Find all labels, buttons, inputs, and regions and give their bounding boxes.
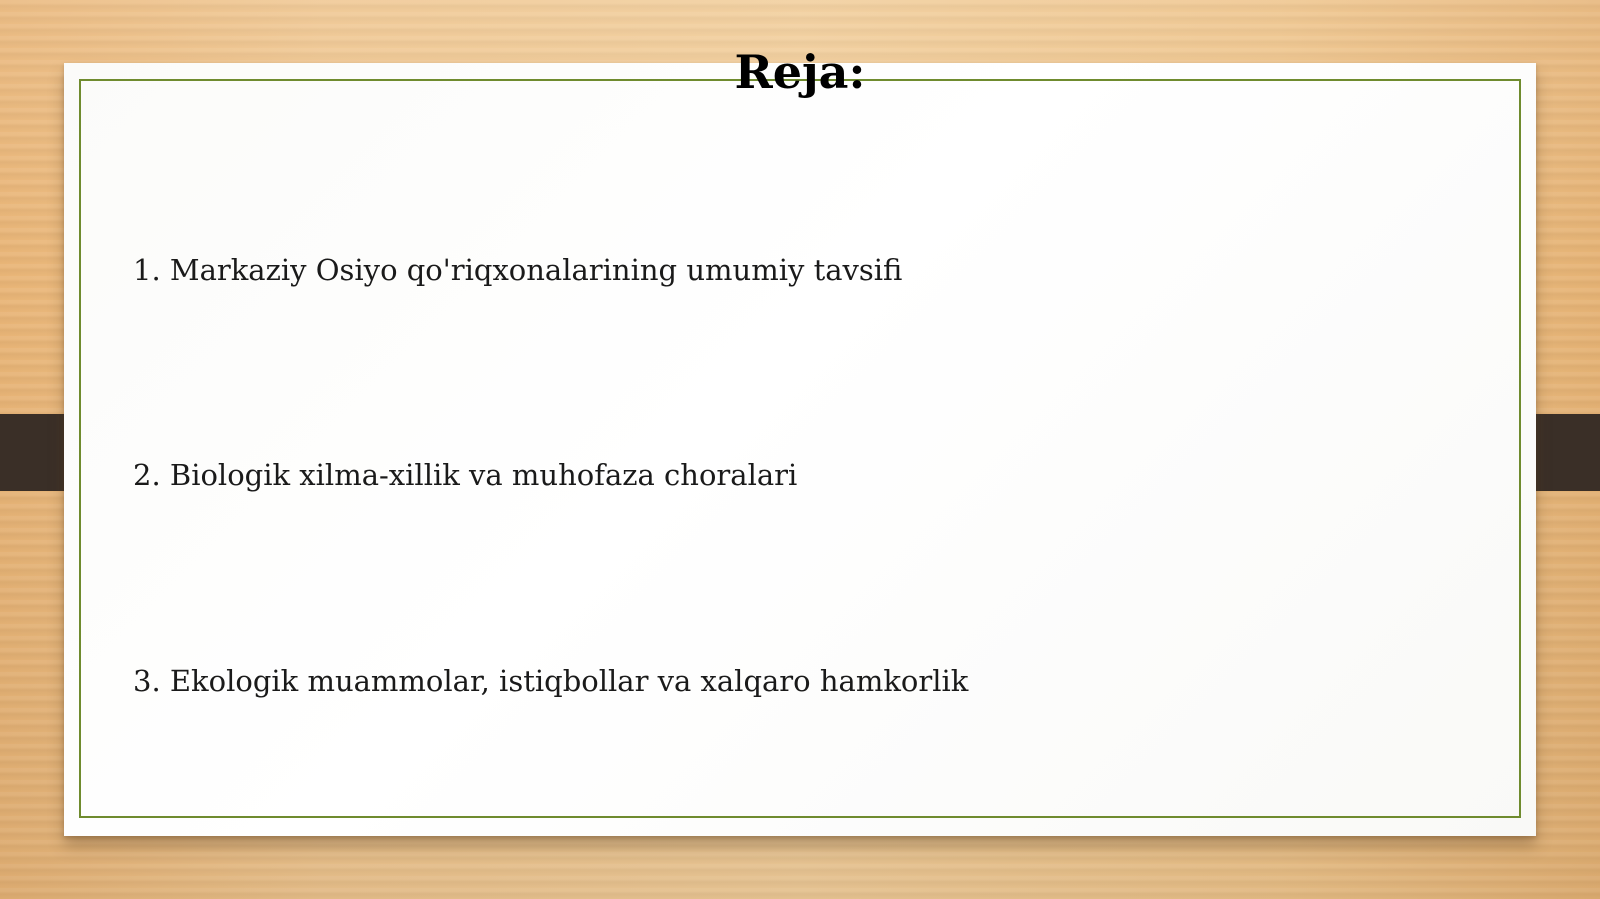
slide-title-text: Reja: xyxy=(734,45,866,99)
plan-item-1: 1. Markaziy Osiyo qo'riqxonalarining umumiy tavsifi xyxy=(133,253,903,287)
green-frame-border xyxy=(79,79,1521,818)
plan-item-2: 2. Biologik xilma-xillik va muhofaza choralari xyxy=(133,458,798,492)
slide-title xyxy=(0,42,1600,102)
plan-item-3: 3. Ekologik muammolar, istiqbollar va xalqaro hamkorlik xyxy=(133,664,969,698)
